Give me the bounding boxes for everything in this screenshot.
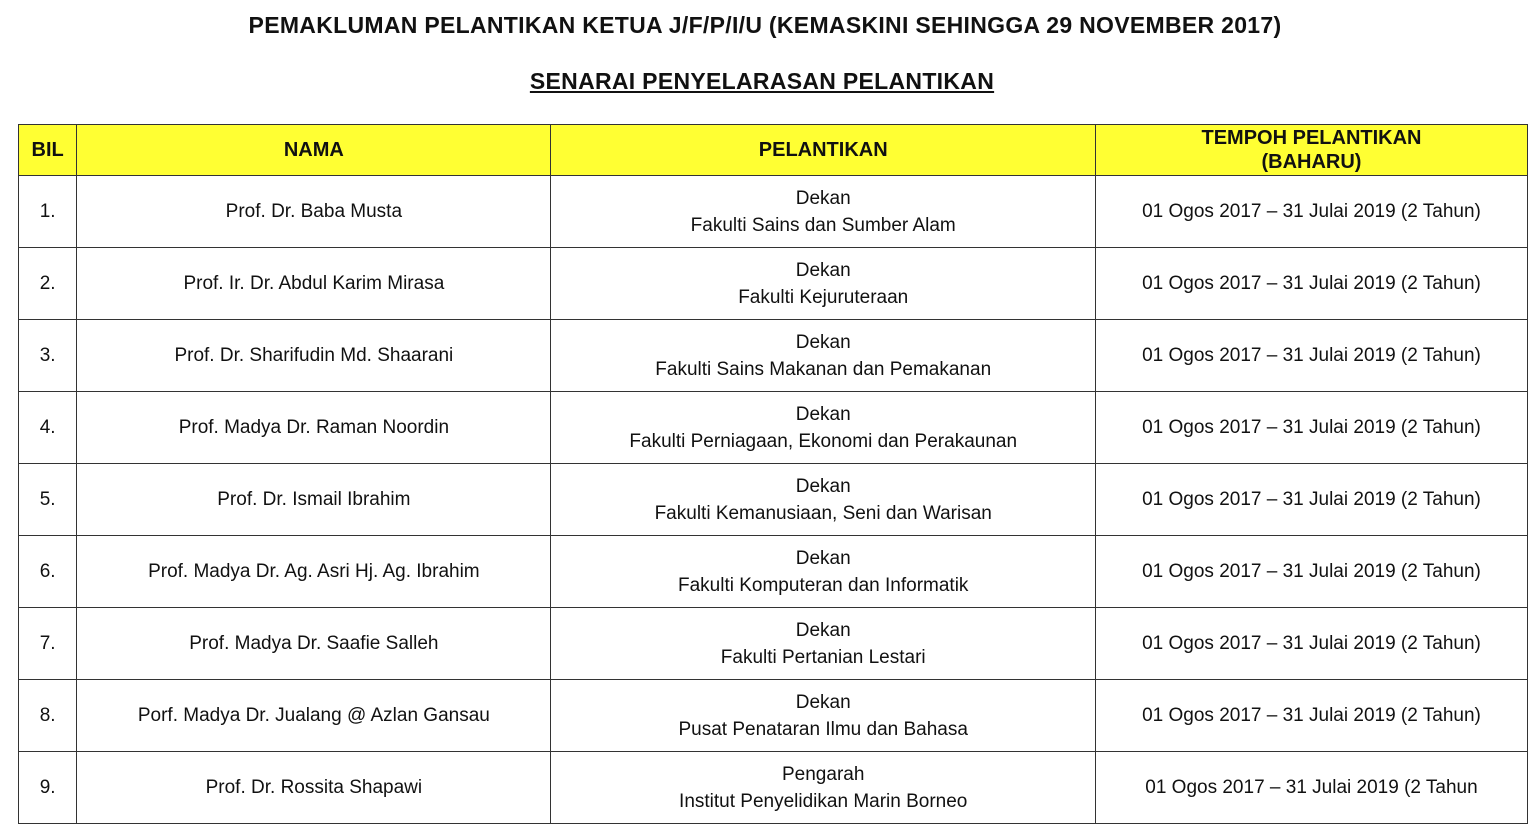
cell-nama: Prof. Madya Dr. Ag. Asri Hj. Ag. Ibrahim <box>77 536 551 608</box>
cell-bil: 5. <box>19 464 77 536</box>
cell-bil: 2. <box>19 248 77 320</box>
cell-pelantikan <box>551 752 1096 824</box>
cell-pelantikan <box>551 248 1096 320</box>
cell-pelantikan <box>551 464 1096 536</box>
table-row <box>19 248 1528 320</box>
cell-nama: Prof. Madya Dr. Saafie Salleh <box>77 608 551 680</box>
cell-bil: 6. <box>19 536 77 608</box>
table-row <box>19 536 1528 608</box>
table-row <box>19 608 1528 680</box>
cell-unit: Institut Penyelidikan Marin Borneo <box>679 790 968 812</box>
cell-unit: Fakulti Perniagaan, Ekonomi dan Perakaunan <box>629 430 1018 452</box>
cell-unit: Fakulti Sains dan Sumber Alam <box>690 214 956 236</box>
cell-tempoh: 01 Ogos 2017 – 31 Julai 2019 (2 Tahun) <box>1095 608 1527 680</box>
cell-nama: Prof. Madya Dr. Raman Noordin <box>77 392 551 464</box>
cell-unit: Fakulti Kemanusiaan, Seni dan Warisan <box>654 502 992 524</box>
table-row <box>19 752 1528 824</box>
cell-pelantikan <box>551 176 1096 248</box>
cell-jawatan: Dekan <box>795 403 851 425</box>
cell-unit: Fakulti Kejuruteraan <box>738 286 909 308</box>
table-row <box>19 392 1528 464</box>
cell-pelantikan <box>551 320 1096 392</box>
document-title: PEMAKLUMAN PELANTIKAN KETUA J/F/P/I/U (KEMASKINI SEHINGGA 29 NOVEMBER 2017) <box>248 12 1282 38</box>
table-body <box>19 176 1528 824</box>
cell-jawatan: Dekan <box>795 331 851 353</box>
cell-pelantikan <box>551 680 1096 752</box>
cell-unit: Fakulti Sains Makanan dan Pemakanan <box>655 358 992 380</box>
cell-pelantikan <box>551 392 1096 464</box>
cell-nama: Prof. Ir. Dr. Abdul Karim Mirasa <box>77 248 551 320</box>
appointment-table <box>18 124 1528 824</box>
table-row <box>19 176 1528 248</box>
cell-tempoh: 01 Ogos 2017 – 31 Julai 2019 (2 Tahun) <box>1095 392 1527 464</box>
cell-nama: Prof. Dr. Sharifudin Md. Shaarani <box>77 320 551 392</box>
cell-jawatan: Dekan <box>795 691 851 713</box>
cell-jawatan: Dekan <box>795 547 851 569</box>
cell-nama: Prof. Dr. Baba Musta <box>77 176 551 248</box>
table-row <box>19 320 1528 392</box>
header-pelantikan: PELANTIKAN <box>551 125 1096 176</box>
cell-tempoh: 01 Ogos 2017 – 31 Julai 2019 (2 Tahun) <box>1095 464 1527 536</box>
cell-bil: 7. <box>19 608 77 680</box>
cell-pelantikan <box>551 536 1096 608</box>
cell-tempoh: 01 Ogos 2017 – 31 Julai 2019 (2 Tahun) <box>1095 680 1527 752</box>
cell-bil: 3. <box>19 320 77 392</box>
cell-jawatan: Pengarah <box>782 763 865 785</box>
cell-jawatan: Dekan <box>795 475 851 497</box>
cell-unit: Pusat Penataran Ilmu dan Bahasa <box>678 718 968 740</box>
cell-bil: 8. <box>19 680 77 752</box>
cell-bil: 4. <box>19 392 77 464</box>
table-header <box>19 125 1528 176</box>
header-row <box>19 125 1528 176</box>
cell-pelantikan <box>551 608 1096 680</box>
table-row <box>19 680 1528 752</box>
cell-nama: Prof. Dr. Ismail Ibrahim <box>77 464 551 536</box>
cell-tempoh: 01 Ogos 2017 – 31 Julai 2019 (2 Tahun) <box>1095 248 1527 320</box>
header-nama: NAMA <box>77 125 551 176</box>
document-subtitle: SENARAI PENYELARASAN PELANTIKAN <box>529 68 995 94</box>
header-tempoh-line2: (BAHARU) <box>1261 151 1362 173</box>
cell-bil: 9. <box>19 752 77 824</box>
header-tempoh <box>1095 125 1527 176</box>
header-tempoh-line1: TEMPOH PELANTIKAN <box>1201 127 1422 149</box>
cell-nama: Prof. Dr. Rossita Shapawi <box>77 752 551 824</box>
cell-jawatan: Dekan <box>795 259 851 281</box>
header-bil: BIL <box>19 125 77 176</box>
cell-tempoh: 01 Ogos 2017 – 31 Julai 2019 (2 Tahun) <box>1095 320 1527 392</box>
cell-nama: Porf. Madya Dr. Jualang @ Azlan Gansau <box>77 680 551 752</box>
cell-jawatan: Dekan <box>795 619 851 641</box>
cell-tempoh: 01 Ogos 2017 – 31 Julai 2019 (2 Tahun <box>1095 752 1527 824</box>
cell-unit: Fakulti Komputeran dan Informatik <box>678 574 969 596</box>
cell-tempoh: 01 Ogos 2017 – 31 Julai 2019 (2 Tahun) <box>1095 176 1527 248</box>
cell-unit: Fakulti Pertanian Lestari <box>720 646 926 668</box>
cell-jawatan: Dekan <box>795 187 851 209</box>
table-row <box>19 464 1528 536</box>
cell-bil: 1. <box>19 176 77 248</box>
cell-tempoh: 01 Ogos 2017 – 31 Julai 2019 (2 Tahun) <box>1095 536 1527 608</box>
